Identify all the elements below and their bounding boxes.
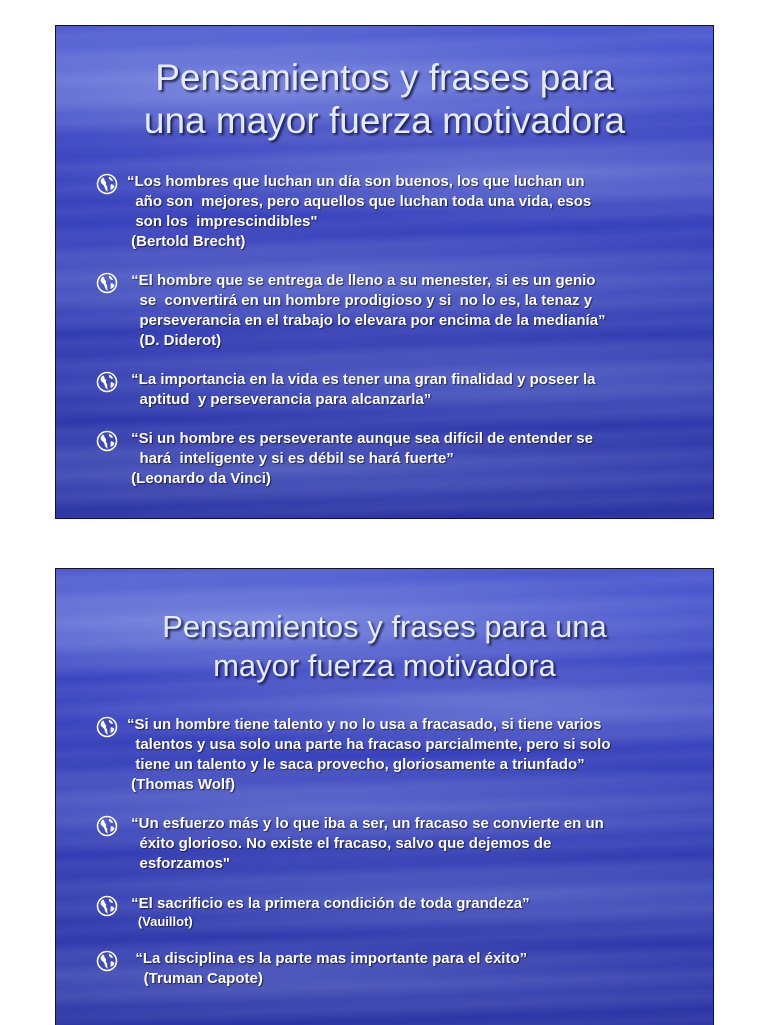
- globe-icon: [96, 173, 118, 195]
- quote-item: [96, 949, 683, 999]
- quote-line: “Los hombres que luchan un día son buenos, los que luchan un: [127, 173, 585, 190]
- slide-2: [55, 568, 714, 1025]
- slide-1: [55, 25, 714, 519]
- quote-line: aptitud y perseverancia para alcanzarla”: [127, 391, 432, 408]
- slide-1-quotes: [96, 172, 683, 499]
- quote-line: “Un esfuerzo más y lo que iba a ser, un fracaso se convierte en un: [127, 815, 604, 832]
- quote-item: [96, 814, 683, 894]
- globe-icon: [96, 895, 118, 917]
- globe-icon: [96, 430, 118, 452]
- quote-author: (Leonardo da Vinci): [127, 470, 271, 487]
- quote-author: (Bertold Brecht): [127, 233, 246, 250]
- quote-author: (Truman Capote): [127, 970, 263, 987]
- quote-line: esforzamos": [127, 855, 230, 872]
- quote-author: (D. Diderot): [127, 332, 222, 349]
- quote-line: se convertirá en un hombre prodigioso y si no lo es, la tenaz y: [127, 292, 593, 309]
- globe-icon: [96, 815, 118, 837]
- quote-author: (Thomas Wolf): [127, 776, 236, 793]
- slide-2-title-line-1: Pensamientos y frases para una: [162, 609, 607, 644]
- globe-icon: [96, 716, 118, 738]
- quote-line: “Si un hombre es perseverante aunque sea difícil de entender se: [127, 430, 593, 447]
- quote-item: [96, 894, 683, 949]
- quote-item: [96, 271, 683, 370]
- slide-2-title: [56, 607, 713, 685]
- quote-line: “La disciplina es la parte mas importante para el éxito”: [127, 950, 528, 967]
- quote-line: “Si un hombre tiene talento y no lo usa a fracasado, si tiene varios: [127, 716, 602, 733]
- globe-icon: [96, 371, 118, 393]
- quote-line: hará inteligente y si es débil se hará fuerte”: [127, 450, 454, 467]
- quote-item: [96, 172, 683, 271]
- quote-item: [96, 715, 683, 814]
- globe-icon: [96, 950, 118, 972]
- quote-line: tiene un talento y le saca provecho, gloriosamente a triunfado”: [127, 756, 585, 773]
- slide-2-quotes: [96, 715, 683, 999]
- slide-1-title-line-1: Pensamientos y frases para: [155, 57, 614, 98]
- globe-icon: [96, 272, 118, 294]
- quote-item: [96, 429, 683, 499]
- quote-line: perseverancia en el trabajo lo elevara por encima de la medianía”: [127, 312, 606, 329]
- quote-line: talentos y usa solo una parte ha fracaso parcialmente, pero si solo: [127, 736, 611, 753]
- quote-line: “El sacrificio es la primera condición de toda grandeza”: [127, 895, 530, 912]
- slide-1-title-line-2: una mayor fuerza motivadora: [143, 100, 626, 141]
- slide-1-title: [56, 56, 713, 142]
- quote-line: “La importancia en la vida es tener una gran finalidad y poseer la: [127, 371, 596, 388]
- quote-author: (Vauillot): [127, 914, 193, 929]
- quote-line: éxito glorioso. No existe el fracaso, salvo que dejemos de: [127, 835, 552, 852]
- quote-line: “El hombre que se entrega de lleno a su menester, si es un genio: [127, 272, 596, 289]
- quote-line: año son mejores, pero aquellos que luchan toda una vida, esos: [127, 193, 592, 210]
- quote-item: [96, 370, 683, 429]
- slide-2-title-line-2: mayor fuerza motivadora: [213, 648, 556, 683]
- quote-line: son los imprescindibles": [127, 213, 318, 230]
